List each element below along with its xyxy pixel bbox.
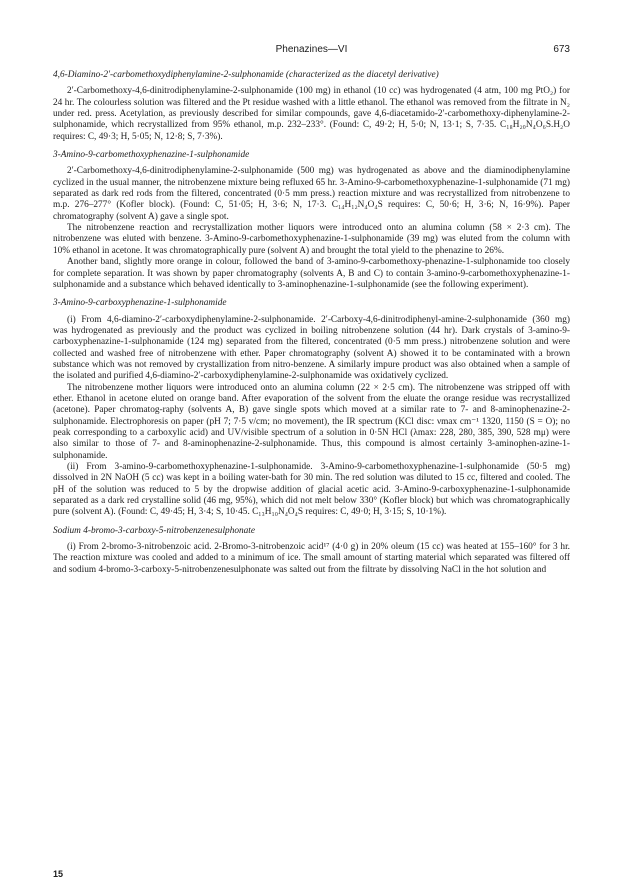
running-title: Phenazines—VI — [275, 44, 348, 55]
section-heading: 4,6-Diamino-2′-carbomethoxydiphenylamine-2-sulphonamide (characterized as the diacetyl derivative) — [53, 70, 439, 80]
paragraph: 2′-Carbomethoxy-4,6-dinitrodiphenylamine-2-sulphonamide (500 mg) was hydrogenated as above and the diaminodiphenylamine cyclized in the usual manner, the nitrobenzene mixture being refluxed 65 hr. 3-Amino-9-carbomethoxyphenazine-1-sulphonamide (71 mg) separated as dark red rods from the filtered, concentrated (0·5 mm press.) reaction mixture and was recrystallized from nitrobenzene to m.p. 276–277° (Kofler block). (Found: C, 51·05; H, 3·6; N, 17·3. C₁₄H₁₂N₄O₄S requires: C, 50·6; H, 3·6; N, 16·9%). Paper chromatography (solvent A) gave a single spot. — [53, 166, 570, 222]
paragraph: (ii) From 3-amino-9-carbomethoxyphenazine-1-sulphonamide. 3-Amino-9-carbomethoxyphenazine-1-sulphonamide (50·5 mg) dissolved in 2N NaOH (5 cc) was kept in a boiling water-bath for 30 min. The red solution was diluted to 15 cc, filtered and cooled. The pH of the solution was reduced to 5 by the dropwise addition of glacial acetic acid. 3-Amino-9-carboxyphenazine-1-sulphonamide separated as a dark red crystalline solid (46 mg, 95%), which did not melt below 330° (Kofler block) but which was chromatographically pure (solvent A). (Found: C, 49·45; H, 3·4; S, 10·45. C₁₃H₁₀N₄O₄S requires: C, 49·0; H, 3·15; S, 10·1%). — [53, 462, 570, 518]
paragraph: The nitrobenzene mother liquors were introduced onto an alumina column (22 × 2·5 cm). The nitrobenzene was stripped off with ether. Ethanol in acetone eluted on orange band. After evaporation of the solvent from the eluate the orange residue was recrystallized (acetone). Paper chromatog-raphy (solvents A, B) gave single spots which moved at a similar rate to 7- and 8-aminophenazine-2-sulphonamide. Electrophoresis on paper (pH 7; 7·5 v/cm; no movement), the IR spectrum (KCl disc: νmax cm⁻¹ 1320, 1150 (S = O); no peak corresponding to a carboxylic acid) and UV/visible spectrum of a solution in 0·5N HCl (λmax: 228, 280, 385, 390, 528 mμ) were also similar to those of 7- and 8-aminophenazine-2-sulphonamide. Thus, this compound is almost certainly 3-aminophen-azine-1-sulphonamide. — [53, 382, 570, 461]
signature-mark: 15 — [53, 869, 64, 879]
paragraph: (i) From 4,6-diamino-2′-carboxydiphenylamine-2-sulphonamide. 2′-Carboxy-4,6-dinitrodiphenyl-amine-2-sulphonamide (360 mg) was hydrogenated as previously and the product was cyclized in boiling nitrobenzene solution (44 hr). Dark crystals of 3-amino-9-carboxyphenazine-1-sulphonamide (124 mg) separated from the filtered, concentrated (0·5 mm press.) nitrobenzene solution and were collected and washed free of nitrobenzene with ether. Paper chromatography (solvent A) showed it to be contaminated with a brown substance which was not removed by crystallization from nitro-benzene. A similarly impure product was also obtained when a sample of the isolated and purified 4,6-diamino-2′-carboxydiphenylamine-2-sulphonamide was oxidatively cyclized. — [53, 314, 570, 382]
paragraph: Another band, slightly more orange in colour, followed the band of 3-amino-9-carbomethoxy-phenazine-1-sulphonamide too closely for complete separation. It was shown by paper chromatography (solvents A, B and C) to contain 3-amino-9-carbomethoxyphenazine-1-sulphonamide and a substance which behaved identically to 3-aminophenazine-1-sulphonamide (see the following experiment). — [53, 257, 570, 290]
paragraph: (i) From 2-bromo-3-nitrobenzoic acid. 2-Bromo-3-nitrobenzoic acid¹⁷ (4·0 g) in 20% oleum (15 cc) was heated at 155–160° for 3 hr. The reaction mixture was cooled and added to a minimum of ice. The small amount of starting material which separated was filtered off and sodium 4-bromo-3-carboxy-5-nitrobenzenesulphonate was salted out from the filtrate by dissolving NaCl in the hot solution and — [53, 542, 570, 575]
paragraph: 2′-Carbomethoxy-4,6-dinitrodiphenylamine-2-sulphonamide (100 mg) in ethanol (10 cc) was hydrogenated (4 atm, 100 mg PtO₂) for 24 hr. The colourless solution was filtered and the Pt residue washed with a little ethanol. The ethanol was removed from the filtrate in N₂ under red. press. Acetylation, as previously described for similar compounds, gave 4,6-diacetamido-2′-carbomethoxy-diphenylamine-2-sulphonamide, which recrystallized from 95% ethanol, m.p. 232–233°. (Found: C, 49·2; H, 5·0; N, 13·1; S, 7·35. C₁₈H₂₀N₄O₆S.H₂O requires: C, 49·3; H, 5·05; N, 12·8; S, 7·3%). — [53, 86, 570, 142]
running-header — [53, 44, 570, 58]
section-heading: Sodium 4-bromo-3-carboxy-5-nitrobenzenesulphonate — [53, 525, 255, 536]
page-number: 673 — [553, 44, 570, 55]
section-heading: 3-Amino-9-carbomethoxyphenazine-1-sulphonamide — [53, 150, 250, 161]
section-heading: 3-Amino-9-carboxyphenazine-1-sulphonamide — [53, 298, 227, 309]
paragraph: The nitrobenzene reaction and recrystallization mother liquors were introduced onto an alumina column (58 × 2·3 cm). The nitrobenzene was eluted with benzene. 3-Amino-9-carbomethoxyphenazine-1-sulphonamide (39 mg) was eluted from the column with 10% ethanol in acetone. It was chromatographically pure (solvent A) and brought the total yield to the phenazine to 26%. — [53, 223, 570, 256]
body-text — [53, 70, 570, 576]
